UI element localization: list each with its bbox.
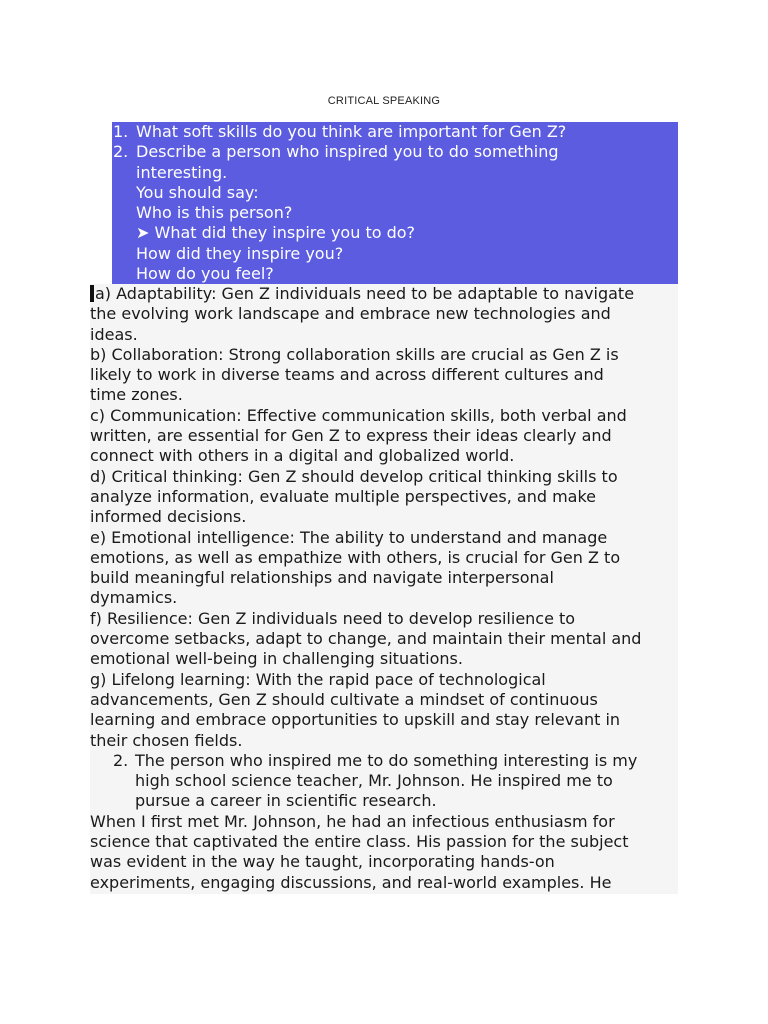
answer-line: was evident in the way he taught, incorporating hands-on — [90, 852, 555, 872]
answer-line: When I first met Mr. Johnson, he had an infectious enthusiasm for — [90, 811, 615, 831]
question-2-prompt: How did they inspire you? — [136, 243, 344, 263]
answer-line: emotions, as well as empathize with others, is crucial for Gen Z to — [90, 547, 621, 567]
question-2-line: Describe a person who inspired you to do something — [136, 142, 559, 162]
question-2-line: interesting. — [136, 162, 228, 182]
question-2-prompt: How do you feel? — [136, 264, 274, 284]
answer-line: their chosen fields. — [90, 730, 243, 750]
answer-line: build meaningful relationships and navigate interpersonal — [90, 568, 554, 588]
answer-item-2-number: 2. — [113, 750, 129, 770]
answer-item-2-line: high school science teacher, Mr. Johnson. He inspired me to — [135, 771, 613, 791]
answer-line: overcome setbacks, adapt to change, and maintain their mental and — [90, 629, 642, 649]
answer-line: e) Emotional intelligence: The ability to understand and manage — [90, 527, 608, 547]
answer-line: ideas. — [90, 324, 138, 344]
answer-item-2-line: pursue a career in scientific research. — [135, 791, 437, 811]
answer-line: experiments, engaging discussions, and real-world examples. He — [90, 872, 612, 892]
answer-line — [90, 284, 678, 304]
question-1 — [112, 122, 678, 142]
answer-line: the evolving work landscape and embrace new technologies and — [90, 304, 611, 324]
answer-line: f) Resilience: Gen Z individuals need to develop resilience to — [90, 608, 576, 628]
question-1-number: 1. — [113, 122, 129, 141]
answer-line-text: a) Adaptability: Gen Z individuals need to be adaptable to navigate — [95, 284, 635, 303]
question-2-prompt: You should say: — [136, 182, 259, 202]
question-2-prompt: Who is this person? — [136, 203, 293, 223]
answer-line: learning and embrace opportunities to upskill and stay relevant in — [90, 710, 621, 730]
questions-highlight-block — [112, 122, 678, 284]
answer-line: time zones. — [90, 385, 183, 405]
answer-line: science that captivated the entire class. His passion for the subject — [90, 832, 629, 852]
answer-line: analyze information, evaluate multiple perspectives, and make — [90, 486, 597, 506]
answer-item-2 — [90, 751, 678, 771]
question-2-prompt: ➤ What did they inspire you to do? — [136, 223, 416, 243]
text-cursor — [90, 285, 94, 302]
answer-line: connect with others in a digital and globalized world. — [90, 446, 515, 466]
answer-line: g) Lifelong learning: With the rapid pace of technological — [90, 669, 546, 689]
answer-line: d) Critical thinking: Gen Z should develop critical thinking skills to — [90, 466, 618, 486]
page-title: CRITICAL SPEAKING — [327, 95, 441, 107]
answer-line: written, are essential for Gen Z to express their ideas clearly and — [90, 426, 612, 446]
answer-line: informed decisions. — [90, 507, 247, 527]
answer-line: dymamics. — [90, 588, 178, 608]
question-1-text: What soft skills do you think are important for Gen Z? — [136, 122, 567, 141]
question-2 — [112, 142, 678, 162]
answer-item-2-line: The person who inspired me to do something interesting is my — [135, 750, 638, 770]
answer-line: advancements, Gen Z should cultivate a mindset of continuous — [90, 689, 598, 709]
answer-line: c) Communication: Effective communication skills, both verbal and — [90, 405, 627, 425]
answer-line: b) Collaboration: Strong collaboration skills are crucial as Gen Z is — [90, 344, 619, 364]
question-2-number: 2. — [113, 142, 129, 162]
answer-line: likely to work in diverse teams and across different cultures and — [90, 365, 604, 385]
answer-text-block — [90, 284, 678, 894]
answer-line: emotional well-being in challenging situations. — [90, 649, 463, 669]
